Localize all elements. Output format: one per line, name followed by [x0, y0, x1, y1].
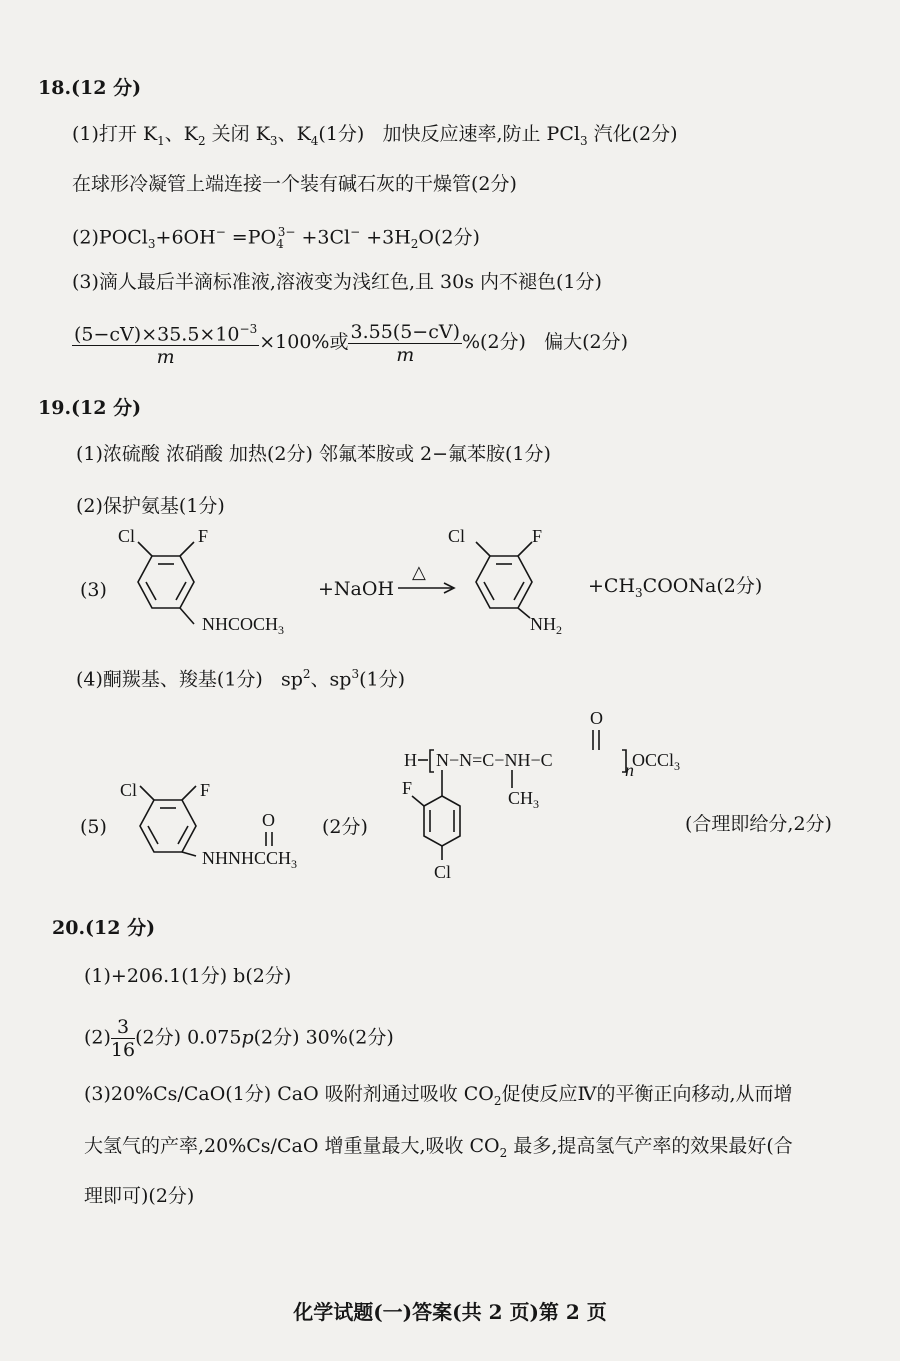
product-f: F — [532, 526, 543, 546]
q18-heading: 18.(12 分) — [38, 77, 142, 99]
q18-part1-a-score: (1分) — [318, 123, 365, 145]
q18-part1b: 在球形冷凝管上端连接一个装有碱石灰的干燥管(2分) — [72, 173, 517, 195]
q20-heading: 20.(12 分) — [52, 917, 156, 939]
q18-part2-mid2: =PO — [225, 226, 277, 249]
product-nh2: $NH_2$ — [530, 614, 562, 637]
q19-part4-d: (1分) — [359, 668, 405, 691]
q19-part5-label: (5) — [80, 816, 107, 838]
q19-part4-b: sp — [280, 668, 303, 691]
q20-part1: (1)+206.1(1分) b(2分) — [84, 965, 292, 987]
q18-part1-b-tail: 汽化(2分) — [587, 123, 678, 145]
delta-icon: △ — [412, 562, 426, 582]
q20-fraction — [111, 1016, 135, 1061]
q18-fraction-1 — [72, 318, 259, 368]
q18-part1-b: 加快反应速率,防止 PCl — [382, 123, 580, 145]
q19-part2: (2)保护氨基(1分) — [76, 495, 225, 517]
q18-part2-tail: O(2分) — [418, 226, 480, 249]
q19-part4: (4)酮羰基、羧基(1分) $sp^2$、$sp^3(1$分) — [76, 667, 405, 691]
q18-fraction-2-num: 3.55(5−cV) — [350, 320, 460, 343]
q20-part3-line1: (3)20%Cs/CaO(1分) CaO 吸附剂通过吸收 $CO_2$促使反应Ⅳ的平衡正向移动,从而增 — [84, 1083, 793, 1108]
product-structure — [448, 526, 602, 646]
q20-part3-line2: 大氢气的产率,20%Cs/CaO 增重量最大,吸收 $CO_2$ 最多,提高氢气产率的效果最好(合 — [84, 1135, 793, 1160]
polymer-h: H — [404, 750, 417, 770]
page-footer: 化学试题(一)答案(共 2 页)第 2 页 — [293, 1300, 607, 1324]
q20-part2 — [84, 1016, 394, 1061]
reactant-structure — [110, 526, 330, 646]
polymer-n: n — [625, 760, 634, 780]
product-cl: Cl — [448, 526, 466, 546]
hydrazide-structure — [112, 780, 332, 890]
q20-fraction-den: 16 — [110, 1039, 136, 1061]
q18-fraction-1-den: m — [156, 346, 175, 369]
q18-percent: %(2分) — [462, 331, 526, 354]
hydrazide-substituent: $NHNHCCH_3$ — [202, 848, 298, 871]
q18-fraction-1-exp: −3 — [239, 322, 258, 336]
q19-part4-a: (4)酮羰基、羧基(1分) — [76, 668, 263, 691]
polymer-bracket-left — [430, 750, 434, 772]
q20-part2-lead: (2) — [84, 1026, 111, 1049]
q18-fraction-2-den: m — [396, 343, 415, 366]
q18-part2: (2)POCl$_3$+6OH− $=PO_4^{3-} +3Cl^- +3H_2O(2$分) — [72, 225, 480, 252]
q19-part5-note: (合理即给分,2分) — [685, 813, 832, 835]
q20-part2-a: (2分) 0.075 — [135, 1026, 242, 1049]
q18-times: ×100%或 — [259, 331, 349, 354]
q18-part2-mid3: +3Cl — [295, 226, 351, 249]
q20-part2-b: (2分) 30%(2分) — [253, 1026, 394, 1049]
q20-part3-line1-a: (3)20%Cs/CaO(1分) CaO 吸附剂通过吸收 CO — [84, 1083, 494, 1105]
hydrazide-f: F — [200, 780, 211, 800]
polymer-f: F — [402, 778, 413, 798]
q18-part1: (1)打开 $K_1$、$K_2$ 关闭 $K_3$、$K_4(1$分) 加快反应速率,防止 PCl$_3$ 汽化(2分) — [72, 123, 678, 148]
q18-part1-a-tail: 关闭 K — [205, 123, 270, 145]
q18-fraction-2 — [348, 321, 462, 366]
heat-arrow — [398, 560, 458, 600]
polymer-ch3: $CH_3$ — [508, 788, 540, 811]
polymer-chain: N−N=C−NH−C — [436, 750, 553, 770]
polymer-cl: Cl — [434, 862, 452, 882]
q20-part3-line2-b: 最多,提高氢气产率的效果最好(合 — [507, 1135, 793, 1157]
q20-part3-line3: 理即可)(2分) — [84, 1185, 195, 1207]
q18-part2-lead: (2)POCl — [72, 226, 148, 249]
hydrazide-o: O — [262, 810, 275, 830]
q19-part3-label: (3) — [80, 579, 107, 601]
q20-part2-p: p — [241, 1026, 254, 1049]
reactant-substituent: $NHCOCH_3$ — [202, 614, 285, 637]
q18-part3: (3)滴人最后半滴标准液,溶液变为浅红色,且 30s 内不褪色(1分) — [72, 271, 602, 293]
q20-part3-line1-b: 促使反应Ⅳ的平衡正向移动,从而增 — [501, 1083, 793, 1105]
byproduct-lead: +CH — [588, 575, 636, 597]
polymer-structure — [400, 706, 700, 886]
q19-part5-score: (2分) — [322, 816, 368, 838]
q18-part2-mid4: +3H — [360, 226, 411, 249]
reactant-f: F — [198, 526, 209, 546]
q18-part3-formula — [72, 318, 628, 368]
q20-part3-line2-a: 大氢气的产率,20%Cs/CaO 增重量最大,吸收 CO — [84, 1135, 500, 1157]
polymer-o: O — [590, 708, 603, 728]
hydrazide-cl: Cl — [120, 780, 138, 800]
q19-part4-c: 、sp — [310, 668, 352, 691]
q18-part1-a: (1)打开 K — [72, 123, 158, 145]
plus-naoh: +NaOH — [318, 578, 395, 600]
q19-part1: (1)浓硫酸 浓硝酸 加热(2分) 邻氟苯胺或 2−氟苯胺(1分) — [76, 443, 551, 465]
reactant-cl: Cl — [118, 526, 136, 546]
byproduct-tail: COONa(2分) — [642, 575, 763, 597]
polymer-end: OCCl$_3$ — [632, 750, 681, 773]
q18-part2-mid: +6OH — [155, 226, 216, 249]
q19-heading: 19.(12 分) — [38, 397, 142, 419]
byproduct: $+CH_3COONa(2$分) — [588, 575, 763, 600]
q20-fraction-num: 3 — [111, 1016, 135, 1039]
q18-bias: 偏大(2分) — [544, 331, 629, 354]
q18-fraction-1-num: (5−cV)×35.5×10 — [74, 323, 240, 346]
